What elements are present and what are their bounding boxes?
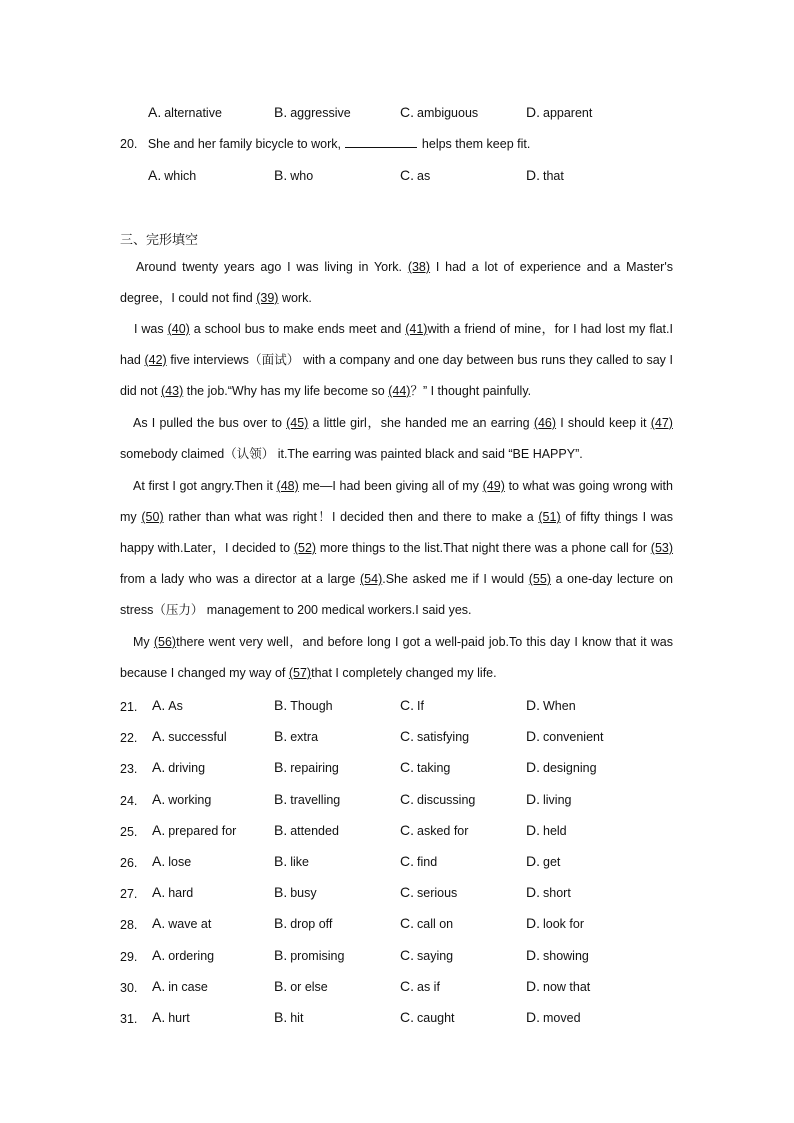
option-letter: A. bbox=[152, 915, 166, 932]
blank-44: (44) bbox=[388, 384, 411, 398]
blank-40: (40) bbox=[167, 322, 190, 336]
cloze-question-row bbox=[0, 697, 794, 717]
blank-54: (54) bbox=[360, 572, 383, 586]
option-letter: A. bbox=[152, 697, 166, 713]
cloze-option-d[interactable] bbox=[526, 791, 572, 807]
cloze-question-row bbox=[0, 1009, 794, 1029]
option-letter: B. bbox=[274, 167, 288, 183]
cloze-option-a[interactable] bbox=[152, 853, 191, 869]
passage-text: work. bbox=[281, 291, 312, 305]
passage-text: At first I got angry.Then it bbox=[133, 479, 273, 493]
q20-option-c[interactable] bbox=[400, 167, 430, 183]
passage-paragraph-3 bbox=[120, 408, 673, 470]
option-text: asked for bbox=[417, 823, 469, 838]
option-text: travelling bbox=[290, 792, 341, 807]
cloze-question-row bbox=[0, 884, 794, 904]
cloze-option-b[interactable] bbox=[274, 822, 339, 838]
option-letter: D. bbox=[526, 759, 540, 776]
option-letter: B. bbox=[274, 790, 288, 807]
q20-option-d[interactable] bbox=[526, 167, 564, 183]
cloze-option-a[interactable] bbox=[152, 915, 211, 931]
passage-text: My bbox=[133, 635, 150, 649]
option-letter: A. bbox=[152, 821, 166, 838]
option-text: held bbox=[543, 823, 567, 838]
passage-text: me—I had been giving all of my bbox=[302, 479, 479, 493]
option-letter: C. bbox=[400, 790, 414, 807]
option-text: Though bbox=[290, 699, 333, 713]
option-text: find bbox=[417, 855, 438, 869]
cloze-question-row bbox=[0, 822, 794, 842]
question-number: 25. bbox=[120, 824, 138, 839]
blank-53: (53) bbox=[650, 541, 674, 555]
blank-43: (43) bbox=[161, 384, 184, 398]
option-text: hard bbox=[168, 886, 194, 901]
passage-text: I was bbox=[134, 322, 164, 336]
cloze-option-a[interactable] bbox=[152, 697, 183, 713]
passage-text: from a lady who was a director at a large bbox=[120, 572, 356, 586]
option-letter: A. bbox=[152, 977, 166, 994]
passage-text: with a friend of mine，for I had lost my flat.I had bbox=[120, 322, 673, 367]
option-letter: A. bbox=[152, 946, 166, 963]
option-letter: D. bbox=[526, 790, 540, 807]
cloze-option-d[interactable] bbox=[526, 915, 584, 931]
cloze-option-a[interactable] bbox=[152, 884, 193, 900]
cloze-option-d[interactable] bbox=[526, 947, 589, 963]
option-letter: D. bbox=[526, 915, 540, 932]
option-text: now that bbox=[543, 979, 591, 994]
blank-56: (56) bbox=[153, 635, 177, 649]
option-text: living bbox=[543, 792, 572, 807]
option-letter: D. bbox=[526, 697, 540, 713]
option-letter: B. bbox=[274, 821, 288, 838]
option-text: convenient bbox=[543, 730, 604, 745]
cloze-option-c[interactable] bbox=[400, 853, 437, 869]
option-letter: B. bbox=[274, 977, 288, 994]
option-text: extra bbox=[290, 730, 319, 745]
option-text: in case bbox=[168, 979, 208, 994]
cloze-question-row bbox=[0, 759, 794, 779]
blank-41: (41) bbox=[405, 322, 428, 336]
cloze-option-c[interactable] bbox=[400, 728, 469, 744]
option-text: ordering bbox=[168, 948, 215, 963]
option-text: hurt bbox=[168, 1011, 190, 1025]
cloze-option-a[interactable] bbox=[152, 978, 208, 994]
option-text: as bbox=[417, 169, 431, 183]
q20-option-b[interactable] bbox=[274, 167, 313, 183]
cloze-option-a[interactable] bbox=[152, 759, 205, 775]
q20-stem bbox=[120, 136, 530, 151]
option-text: satisfying bbox=[417, 730, 470, 745]
option-text: which bbox=[164, 169, 197, 183]
passage-text: of fifty things I was happy with.Later，I decided to bbox=[120, 510, 674, 555]
option-letter: D. bbox=[526, 946, 540, 963]
option-letter: D. bbox=[526, 853, 540, 869]
question-number: 30. bbox=[120, 980, 138, 995]
option-text: working bbox=[168, 792, 212, 807]
option-letter: B. bbox=[274, 915, 288, 932]
cloze-option-a[interactable] bbox=[152, 947, 214, 963]
blank-52: (52) bbox=[293, 541, 317, 555]
cloze-option-c[interactable] bbox=[400, 947, 453, 963]
cloze-option-c[interactable] bbox=[400, 759, 450, 775]
passage-text: ？” I thought painfully. bbox=[410, 384, 532, 398]
question-number: 26. bbox=[120, 856, 138, 870]
option-letter: D. bbox=[526, 884, 540, 901]
passage-text: I should keep it bbox=[560, 416, 647, 430]
blank-47: (47) bbox=[650, 416, 673, 430]
passage-text: As I pulled the bus over to bbox=[133, 416, 282, 430]
option-text: As bbox=[168, 699, 183, 713]
passage-text: Around twenty years ago I was living in York. bbox=[136, 260, 402, 274]
q20-options bbox=[0, 167, 794, 187]
option-letter: A. bbox=[152, 790, 166, 807]
cloze-option-b[interactable] bbox=[274, 884, 317, 900]
option-text: hit bbox=[290, 1011, 304, 1025]
answer-blank bbox=[345, 136, 417, 148]
question-number: 21. bbox=[120, 700, 138, 714]
blank-57: (57) bbox=[288, 666, 312, 680]
option-text: like bbox=[290, 855, 309, 869]
option-text: discussing bbox=[417, 792, 476, 807]
cloze-option-b[interactable] bbox=[274, 697, 333, 713]
cloze-option-c[interactable] bbox=[400, 697, 424, 713]
option-letter: C. bbox=[400, 104, 414, 120]
passage-text: five interviews（面试） with a company and one day between bus runs they called to say I did not bbox=[120, 353, 673, 398]
option-text: saying bbox=[417, 948, 454, 963]
cloze-option-d[interactable] bbox=[526, 822, 567, 838]
option-text: attended bbox=[290, 823, 339, 838]
option-text: call on bbox=[417, 917, 454, 932]
cloze-option-d[interactable] bbox=[526, 759, 597, 775]
option-letter: C. bbox=[400, 977, 414, 994]
cloze-option-a[interactable] bbox=[152, 728, 227, 744]
option-text: ambiguous bbox=[417, 106, 479, 120]
question-number: 27. bbox=[120, 887, 138, 902]
cloze-option-c[interactable] bbox=[400, 822, 468, 838]
passage-text: rather than what was right！I decided then and there to make a bbox=[168, 510, 534, 524]
option-letter: C. bbox=[400, 167, 414, 183]
option-text: repairing bbox=[290, 761, 339, 776]
blank-51: (51) bbox=[538, 510, 561, 524]
passage-text: a one-day lecture on stress（压力） management to 200 medical workers.I said yes. bbox=[120, 572, 673, 617]
cloze-question-row bbox=[0, 978, 794, 998]
cloze-option-c[interactable] bbox=[400, 791, 475, 807]
cloze-option-c[interactable] bbox=[400, 1009, 455, 1025]
cloze-option-d[interactable] bbox=[526, 978, 590, 994]
question-number: 22. bbox=[120, 731, 138, 746]
q19-option-c[interactable] bbox=[400, 104, 478, 120]
stem-text: helps them keep fit. bbox=[421, 137, 531, 151]
option-letter: C. bbox=[400, 1009, 414, 1025]
stem-text: She and her family bicycle to work, bbox=[147, 137, 341, 151]
cloze-option-c[interactable] bbox=[400, 978, 440, 994]
section-title: 三、完形填空 bbox=[120, 232, 199, 247]
passage-paragraph-2 bbox=[120, 314, 673, 407]
cloze-option-d[interactable] bbox=[526, 884, 571, 900]
cloze-option-a[interactable] bbox=[152, 1009, 190, 1025]
option-letter: C. bbox=[400, 915, 414, 932]
cloze-option-d[interactable] bbox=[526, 853, 560, 869]
cloze-option-b[interactable] bbox=[274, 728, 318, 744]
cloze-question-row bbox=[0, 947, 794, 967]
option-text: successful bbox=[168, 730, 227, 745]
option-letter: D. bbox=[526, 728, 540, 745]
option-letter: A. bbox=[152, 853, 166, 869]
option-text: moved bbox=[543, 1011, 581, 1025]
blank-49: (49) bbox=[482, 479, 505, 493]
cloze-question-row bbox=[0, 915, 794, 935]
question-number: 20. bbox=[120, 137, 138, 151]
blank-45: (45) bbox=[286, 416, 309, 430]
q20-option-a[interactable] bbox=[148, 167, 196, 183]
option-text: or else bbox=[290, 979, 328, 994]
q19-options bbox=[0, 104, 794, 124]
option-letter: B. bbox=[274, 884, 288, 901]
option-text: who bbox=[290, 169, 314, 183]
blank-50: (50) bbox=[141, 510, 164, 524]
option-text: If bbox=[417, 699, 424, 713]
blank-55: (55) bbox=[528, 572, 551, 586]
option-letter: C. bbox=[400, 821, 414, 838]
option-letter: C. bbox=[400, 697, 414, 713]
option-text: taking bbox=[417, 761, 451, 776]
cloze-question-row bbox=[0, 728, 794, 748]
option-text: busy bbox=[290, 886, 317, 901]
q19-option-a[interactable] bbox=[148, 104, 222, 120]
option-letter: C. bbox=[400, 884, 414, 901]
passage-text: .She asked me if I would bbox=[382, 572, 525, 586]
option-letter: A. bbox=[152, 759, 166, 776]
cloze-option-b[interactable] bbox=[274, 1009, 303, 1025]
cloze-option-c[interactable] bbox=[400, 884, 457, 900]
option-letter: B. bbox=[274, 697, 288, 713]
cloze-option-b[interactable] bbox=[274, 947, 344, 963]
option-text: aggressive bbox=[290, 106, 351, 120]
option-letter: A. bbox=[148, 104, 162, 120]
option-letter: B. bbox=[274, 853, 288, 869]
cloze-option-b[interactable] bbox=[274, 853, 309, 869]
passage-paragraph-5 bbox=[120, 627, 673, 689]
option-text: look for bbox=[543, 917, 584, 932]
option-text: promising bbox=[290, 948, 345, 963]
option-letter: C. bbox=[400, 946, 414, 963]
option-letter: B. bbox=[274, 1009, 288, 1025]
cloze-option-a[interactable] bbox=[152, 822, 236, 838]
passage-text: that I completely changed my life. bbox=[311, 666, 497, 680]
passage-text: a little girl，she handed me an earring bbox=[312, 416, 530, 430]
cloze-option-d[interactable] bbox=[526, 728, 603, 744]
option-letter: A. bbox=[152, 728, 166, 745]
option-letter: C. bbox=[400, 853, 414, 869]
option-letter: C. bbox=[400, 728, 414, 745]
option-text: When bbox=[543, 699, 576, 713]
option-letter: D. bbox=[526, 167, 540, 183]
option-letter: A. bbox=[152, 1009, 166, 1025]
option-text: drop off bbox=[290, 917, 333, 932]
option-text: get bbox=[543, 855, 561, 869]
cloze-option-d[interactable] bbox=[526, 697, 576, 713]
option-text: designing bbox=[543, 761, 597, 776]
passage-text: there went very well，and before long I got a well-paid job.To this day I know that it was because I changed my way of bbox=[120, 635, 673, 680]
cloze-option-d[interactable] bbox=[526, 1009, 581, 1025]
blank-46: (46) bbox=[533, 416, 557, 430]
blank-38: (38) bbox=[407, 260, 431, 274]
option-letter: D. bbox=[526, 977, 540, 994]
option-text: apparent bbox=[543, 106, 593, 120]
option-letter: D. bbox=[526, 821, 540, 838]
passage-text: I had a lot of experience and a Master's degree，I could not find bbox=[120, 260, 673, 305]
question-number: 28. bbox=[120, 918, 138, 933]
option-text: as if bbox=[417, 979, 440, 994]
question-number: 29. bbox=[120, 949, 138, 964]
option-text: that bbox=[543, 169, 564, 183]
cloze-option-b[interactable] bbox=[274, 791, 340, 807]
cloze-option-a[interactable] bbox=[152, 791, 211, 807]
option-text: driving bbox=[168, 761, 206, 776]
option-letter: B. bbox=[274, 946, 288, 963]
cloze-option-b[interactable] bbox=[274, 978, 328, 994]
passage-text: a school bus to make ends meet and bbox=[193, 322, 402, 336]
q19-option-d[interactable] bbox=[526, 104, 592, 120]
option-letter: D. bbox=[526, 104, 540, 120]
option-text: showing bbox=[543, 948, 589, 963]
option-text: lose bbox=[168, 855, 192, 869]
cloze-option-b[interactable] bbox=[274, 915, 332, 931]
cloze-question-row bbox=[0, 853, 794, 873]
option-text: caught bbox=[417, 1011, 455, 1025]
passage-text: more things to the list.That night there was a phone call for bbox=[319, 541, 648, 555]
cloze-option-c[interactable] bbox=[400, 915, 453, 931]
question-number: 23. bbox=[120, 762, 138, 777]
blank-42: (42) bbox=[144, 353, 167, 367]
option-letter: B. bbox=[274, 759, 288, 776]
option-letter: A. bbox=[148, 167, 162, 183]
question-number: 24. bbox=[120, 793, 138, 808]
option-letter: A. bbox=[152, 884, 166, 901]
passage-text: somebody claimed（认领） it.The earring was painted black and said “BE HAPPY”. bbox=[120, 447, 583, 461]
option-letter: D. bbox=[526, 1009, 540, 1025]
question-number: 31. bbox=[120, 1012, 138, 1026]
option-letter: B. bbox=[274, 104, 288, 120]
option-text: prepared for bbox=[168, 823, 237, 838]
blank-48: (48) bbox=[276, 479, 299, 493]
option-letter: B. bbox=[274, 728, 288, 745]
passage-paragraph-1 bbox=[120, 252, 673, 314]
cloze-option-b[interactable] bbox=[274, 759, 339, 775]
cloze-question-row bbox=[0, 791, 794, 811]
passage-text: the job.“Why has my life become so bbox=[186, 384, 385, 398]
option-letter: C. bbox=[400, 759, 414, 776]
q19-option-b[interactable] bbox=[274, 104, 351, 120]
passage-text: to what was going wrong with my bbox=[120, 479, 673, 524]
option-text: wave at bbox=[168, 917, 212, 932]
option-text: short bbox=[543, 886, 571, 901]
passage-paragraph-4 bbox=[120, 471, 673, 626]
option-text: serious bbox=[417, 886, 458, 901]
option-text: alternative bbox=[164, 106, 222, 120]
blank-39: (39) bbox=[256, 291, 279, 305]
